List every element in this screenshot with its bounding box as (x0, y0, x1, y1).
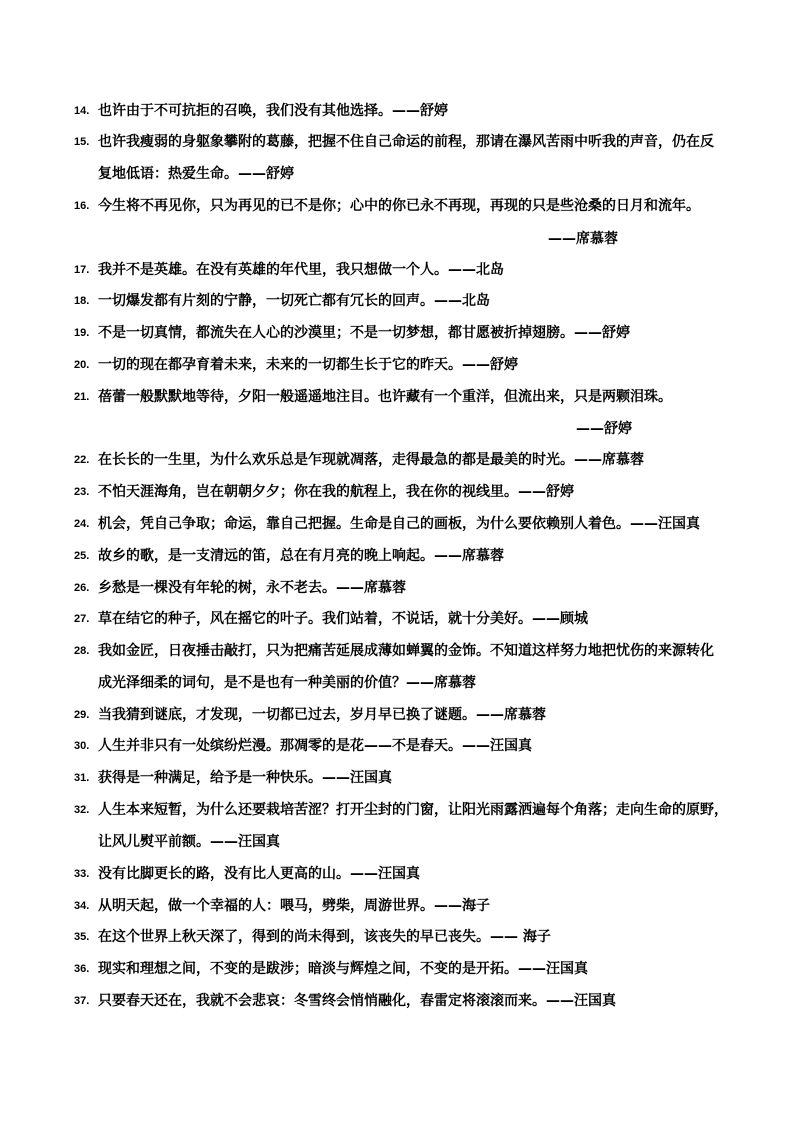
item-number: 31. (74, 772, 90, 784)
item-number: 27. (74, 613, 90, 625)
quote-line: 今生将不再见你，只为再见的已不是你；心中的你已永不再现，再现的只是些沧桑的日月和流年。 (98, 198, 700, 214)
item-number: 15. (74, 136, 90, 148)
item-number: 35. (74, 931, 90, 943)
item-number: 23. (74, 486, 90, 498)
item-number: 28. (74, 645, 90, 657)
quote-line: 只要春天还在，我就不会悲哀：冬雪终会悄悄融化，春雷定将滚滚而来。——汪国真 (98, 993, 616, 1009)
quote-line: 机会，凭自己争取；命运，靠自己把握。生命是自己的画板，为什么要依赖别人着色。——汪国真 (98, 516, 700, 532)
quote-line: 草在结它的种子，风在摇它的叶子。我们站着，不说话，就十分美好。——顾城 (98, 611, 588, 627)
quote-line: 一切的现在都孕育着未来，未来的一切都生长于它的昨天。——舒婷 (98, 357, 518, 373)
quote-line: 在这个世界上秋天深了，得到的尚未得到，该丧失的早已丧失。—— 海子 (98, 929, 551, 945)
quote-line: 人生本来短暂，为什么还要栽培苦涩？打开尘封的门窗，让阳光雨露洒遍每个角落；走向生命的原野， (98, 802, 728, 818)
item-number: 24. (74, 518, 90, 530)
quote-line: 在长长的一生里，为什么欢乐总是乍现就凋落，走得最急的都是最美的时光。——席慕蓉 (98, 452, 644, 468)
item-number: 26. (74, 582, 90, 594)
item-number: 29. (74, 709, 90, 721)
item-number: 22. (74, 454, 90, 466)
quote-line: 蓓蕾一般默默地等待，夕阳一般遥遥地注目。也许藏有一个重洋，但流出来，只是两颗泪珠。 (98, 389, 672, 405)
item-number: 30. (74, 740, 90, 752)
item-number: 17. (74, 264, 90, 276)
quote-line: 也许我瘦弱的身躯象攀附的葛藤，把握不住自己命运的前程，那请在瀑风苦雨中听我的声音，仍在反 (98, 134, 714, 150)
quote-line: 获得是一种满足，给予是一种快乐。——汪国真 (98, 770, 392, 786)
quote-line: 让风儿熨平前额。——汪国真 (98, 834, 280, 850)
quote-line: 一切爆发都有片刻的宁静，一切死亡都有冗长的回声。——北岛 (98, 293, 490, 309)
item-number: 20. (74, 359, 90, 371)
item-number: 36. (74, 963, 90, 975)
quote-attribution: ——舒婷 (576, 421, 632, 437)
item-number: 32. (74, 804, 90, 816)
quote-line: 成光泽细柔的词句，是不是也有一种美丽的价值？——席慕蓉 (98, 675, 476, 691)
item-number: 33. (74, 868, 90, 880)
quote-line: 不怕天涯海角，岂在朝朝夕夕；你在我的航程上，我在你的视线里。——舒婷 (98, 484, 574, 500)
item-number: 21. (74, 391, 90, 403)
quote-line: 故乡的歌，是一支清远的笛，总在有月亮的晚上响起。——席慕蓉 (98, 548, 504, 564)
quote-line: 没有比脚更长的路，没有比人更高的山。——汪国真 (98, 866, 420, 882)
quote-line: 我并不是英雄。在没有英雄的年代里，我只想做一个人。——北岛 (98, 262, 504, 278)
item-number: 16. (74, 200, 90, 212)
quote-line: 我如金匠，日夜捶击敲打，只为把痛苦延展成薄如蝉翼的金饰。不知道这样努力地把忧伤的来源转化 (98, 643, 714, 659)
quote-line: 人生并非只有一处缤纷烂漫。那凋零的是花——不是春天。——汪国真 (98, 738, 532, 754)
item-number: 19. (74, 327, 90, 339)
quote-line: 乡愁是一棵没有年轮的树，永不老去。——席慕蓉 (98, 580, 406, 596)
quote-attribution: ——席慕蓉 (548, 231, 618, 247)
item-number: 18. (74, 295, 90, 307)
quote-line: 也许由于不可抗拒的召唤，我们没有其他选择。——舒婷 (98, 103, 448, 119)
quote-line: 现实和理想之间，不变的是跋涉；暗淡与辉煌之间，不变的是开拓。——汪国真 (98, 961, 588, 977)
item-number: 14. (74, 105, 90, 117)
item-number: 37. (74, 995, 90, 1007)
quote-line: 从明天起，做一个幸福的人：喂马，劈柴，周游世界。——海子 (98, 898, 490, 914)
quote-line: 当我猜到谜底，才发现，一切都已过去，岁月早已换了谜题。——席慕蓉 (98, 707, 546, 723)
quote-line: 不是一切真情，都流失在人心的沙漠里；不是一切梦想，都甘愿被折掉翅膀。——舒婷 (98, 325, 630, 341)
item-number: 25. (74, 550, 90, 562)
quote-line: 复地低语：热爱生命。——舒婷 (98, 166, 294, 182)
item-number: 34. (74, 900, 90, 912)
